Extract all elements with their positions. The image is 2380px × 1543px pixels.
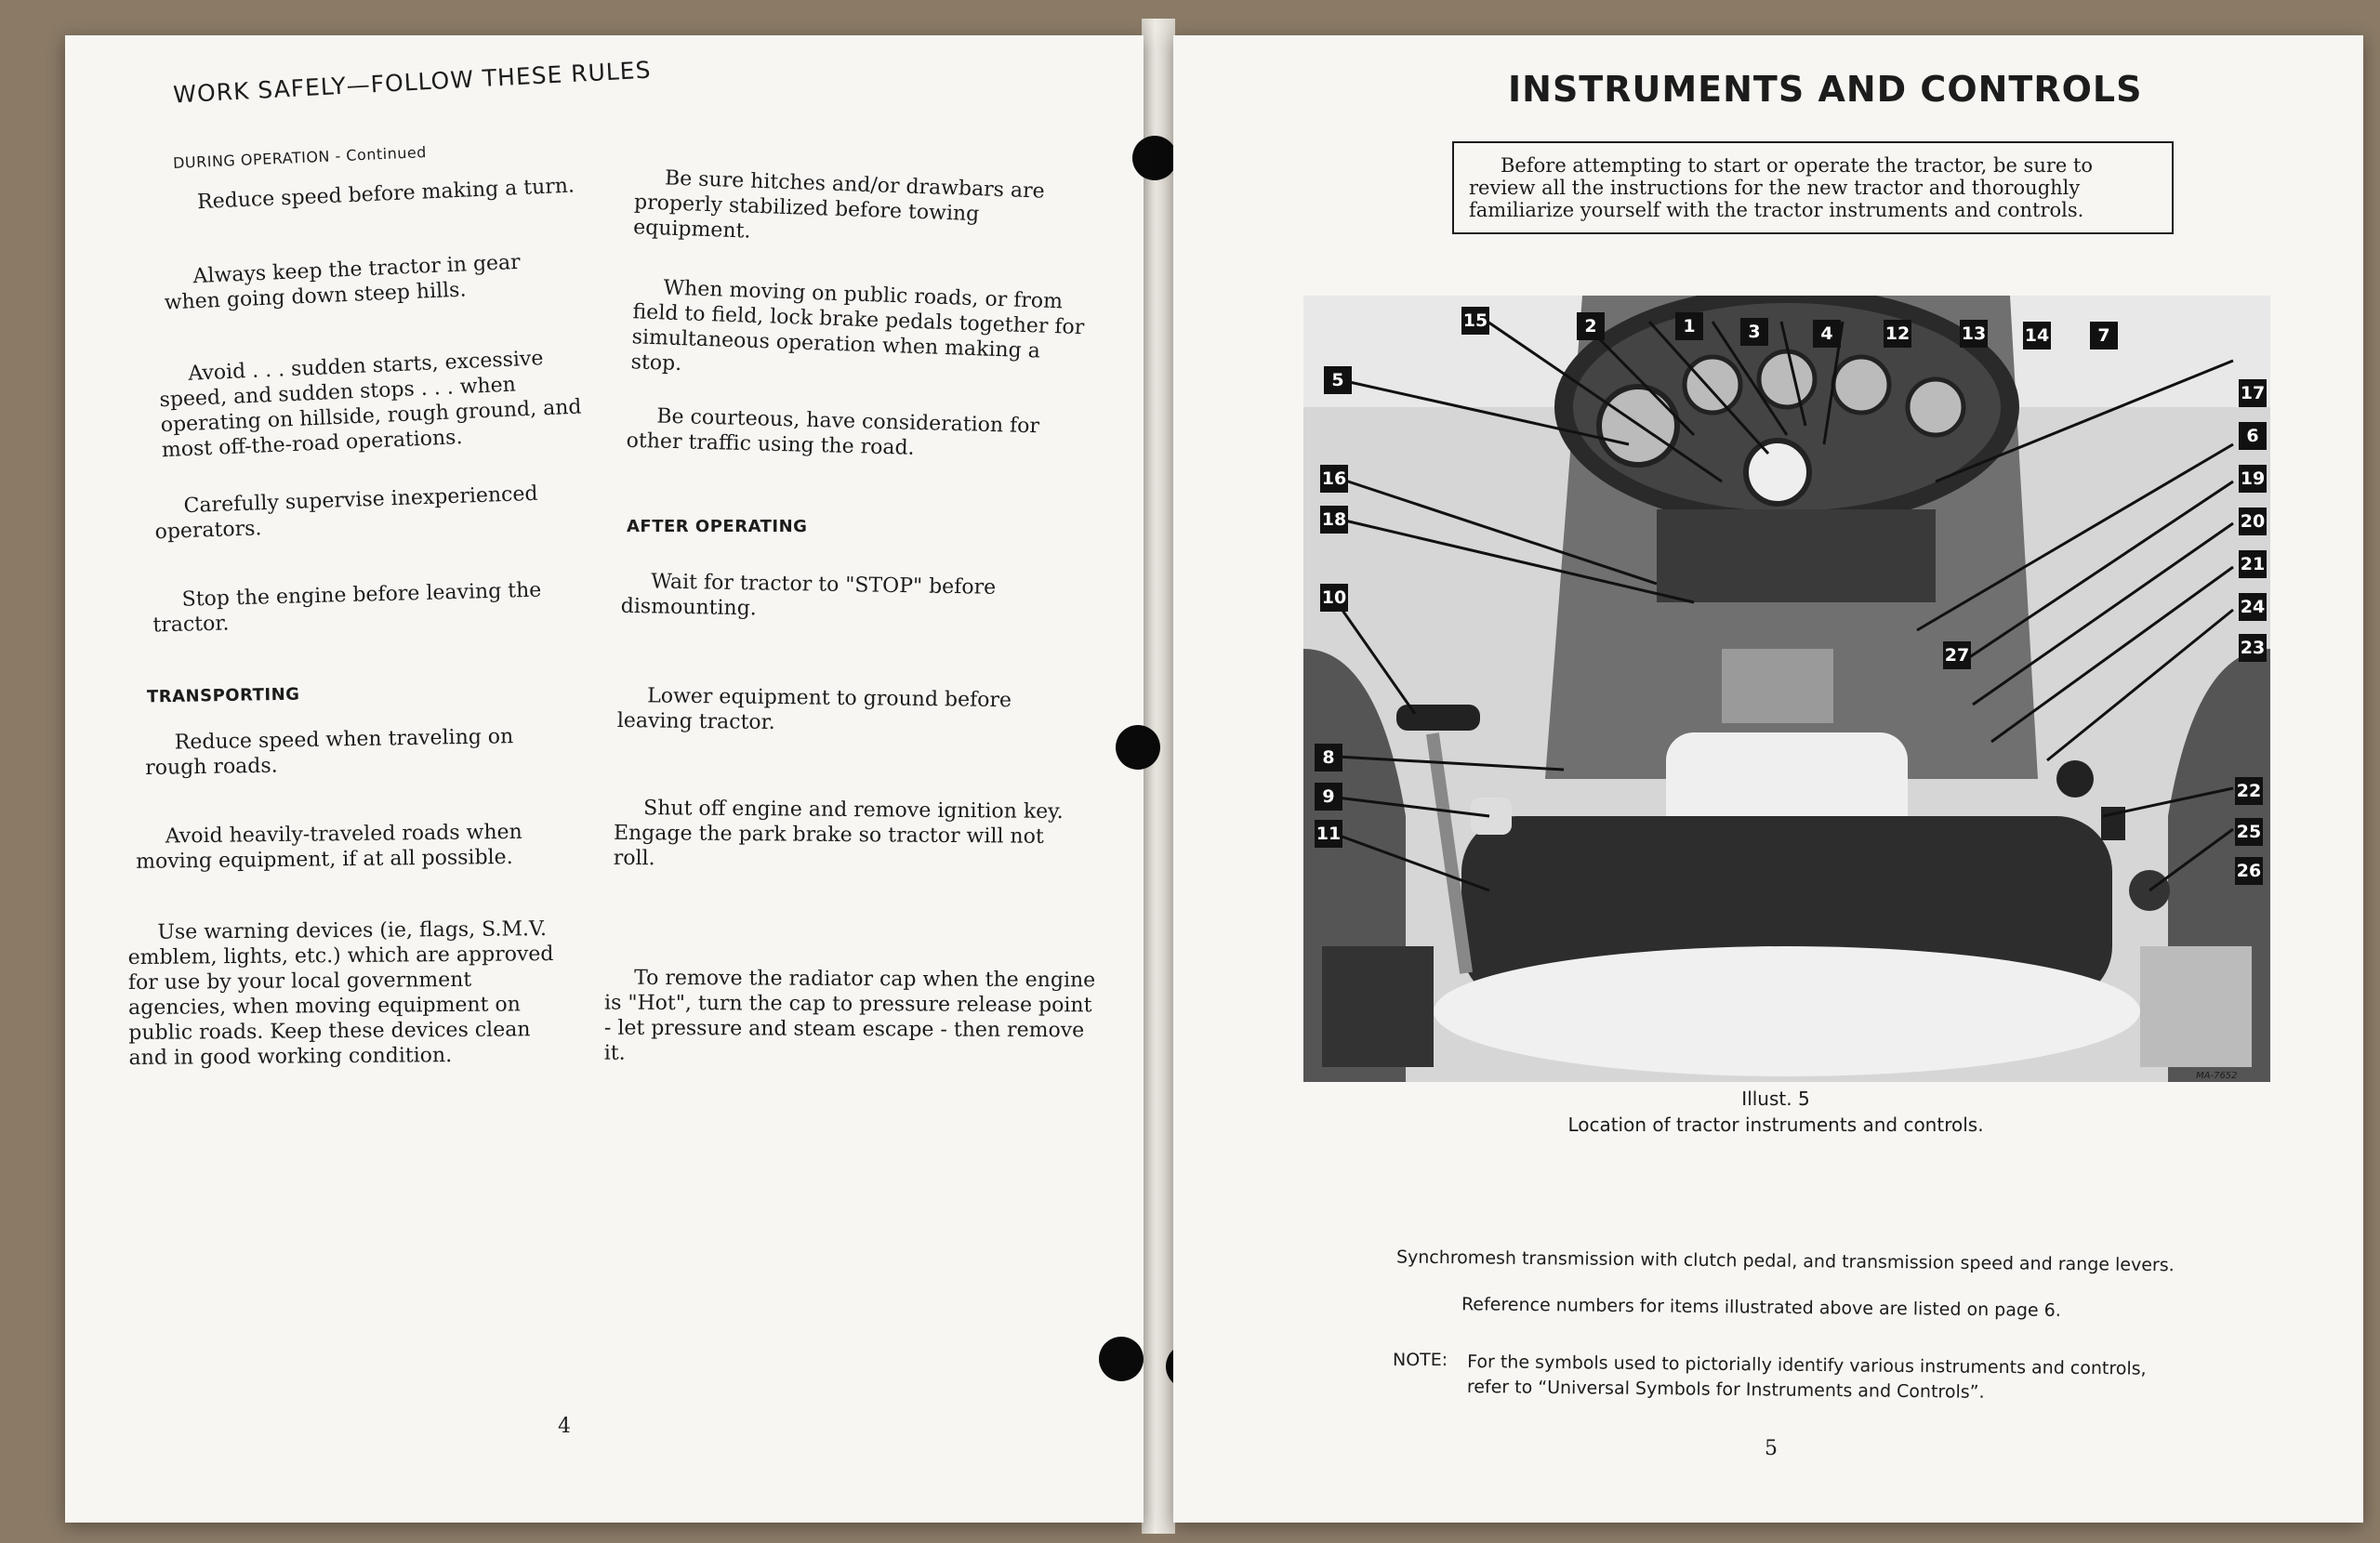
callout-20: 20: [2239, 508, 2267, 535]
intro-box: Before attempting to start or operate the tractor, be sure to review all the instructions for the new tractor and thoroughly familiarize yourself with the tractor instruments and controls.: [1452, 141, 2174, 234]
callout-18: 18: [1320, 506, 1348, 534]
during-operation-heading: DURING OPERATION - Continued: [172, 143, 428, 172]
callout-15: 15: [1461, 307, 1489, 335]
rule-warning-devices: Use warning devices (ie, flags, S.M.V. emblem, lights, etc.) which are approved for use by your local government agencies, when moving equipment on public roads. Keep these devices clean and in good working condition.: [127, 917, 554, 1071]
book-spine: [1142, 19, 1175, 1534]
transporting-heading: TRANSPORTING: [146, 684, 300, 707]
binder-hole: [1099, 1337, 1144, 1381]
photo-mark: MA-7652: [2196, 1071, 2238, 1081]
callout-24: 24: [2239, 593, 2267, 621]
caption-illust: Illust. 5: [1741, 1088, 1810, 1110]
callout-11: 11: [1315, 820, 1342, 848]
callout-26: 26: [2235, 857, 2263, 885]
after-operating-heading: AFTER OPERATING: [627, 517, 808, 536]
callout-3: 3: [1740, 318, 1768, 346]
callout-7: 7: [2090, 322, 2118, 349]
rule-lock-brakes: When moving on public roads, or from field to field, lock brake pedals together for simultaneous operation when making a stop.: [630, 276, 1085, 376]
tractor-controls-photo: [1303, 296, 2270, 1082]
callout-19: 19: [2239, 465, 2267, 493]
callout-4: 4: [1813, 320, 1841, 348]
callout-10: 10: [1320, 584, 1348, 612]
rule-avoid-sudden-starts: Avoid . . . sudden starts, excessive speed, and sudden stops . . . when operating on hillside, rough ground, and most off-the-road operations.: [159, 347, 582, 463]
callout-12: 12: [1884, 320, 1911, 348]
note-label: NOTE:: [1393, 1350, 1448, 1370]
callout-6: 6: [2239, 422, 2267, 450]
callout-27: 27: [1943, 641, 1971, 669]
note-text: For the symbols used to pictorially identify various instruments and controls, refer to “Universal Symbols for Instruments and Controls”.: [1466, 1352, 2147, 1403]
callout-23: 23: [2239, 634, 2267, 662]
rule-hitches: Be sure hitches and/or drawbars are properly stabilized before towing equipment.: [632, 166, 1046, 244]
rule-stop-engine: Stop the engine before leaving the tractor.: [152, 578, 542, 638]
callout-13: 13: [1960, 320, 1988, 348]
rule-radiator-cap: To remove the radiator cap when the engine is "Hot", turn the cap to pressure release point - let pressure and steam escape - then remove it.: [603, 966, 1096, 1065]
callout-1: 1: [1675, 312, 1703, 340]
synchromesh-text: Synchromesh transmission with clutch pedal, and transmission speed and range levers.: [1395, 1246, 2175, 1276]
callout-17: 17: [2239, 379, 2267, 407]
binder-hole: [1132, 136, 1177, 180]
callout-2: 2: [1577, 312, 1605, 340]
left-page-header: WORK SAFELY—FOLLOW THESE RULES: [172, 56, 653, 109]
reference-text: Reference numbers for items illustrated above are listed on page 6.: [1461, 1294, 2061, 1321]
callout-22: 22: [2235, 777, 2263, 805]
left-page-number: 4: [558, 1415, 571, 1438]
rule-rough-roads: Reduce speed when traveling on rough roads.: [145, 725, 514, 781]
rule-lower-equipment: Lower equipment to ground before leaving tractor.: [616, 684, 1012, 735]
callout-8: 8: [1315, 744, 1342, 772]
callout-14: 14: [2023, 322, 2051, 349]
rule-reduce-speed-turn: Reduce speed before making a turn.: [196, 174, 575, 215]
rule-keep-in-gear: Always keep the tractor in gear when going down steep hills.: [164, 250, 522, 315]
rule-heavy-traffic: Avoid heavily-traveled roads when moving equipment, if at all possible.: [136, 820, 522, 874]
rule-courteous: Be courteous, have consideration for other traffic using the road.: [626, 404, 1040, 460]
binder-hole: [1116, 725, 1160, 770]
rule-supervise: Carefully supervise inexperienced operators.: [154, 481, 538, 545]
callout-5: 5: [1324, 366, 1352, 394]
rule-shut-off-engine: Shut off engine and remove ignition key. Engage the park brake so tractor will not roll.: [613, 797, 1064, 871]
callout-16: 16: [1320, 465, 1348, 493]
rule-wait-stop: Wait for tractor to "STOP" before dismounting.: [620, 570, 997, 621]
page-title: INSTRUMENTS AND CONTROLS: [1508, 69, 2143, 110]
right-page-number: 5: [1765, 1437, 1778, 1460]
callout-21: 21: [2239, 550, 2267, 578]
callout-9: 9: [1315, 783, 1342, 811]
tractor-illustration: [1303, 296, 2270, 1082]
callout-25: 25: [2235, 818, 2263, 846]
caption-description: Location of tractor instruments and controls.: [1567, 1114, 1984, 1136]
